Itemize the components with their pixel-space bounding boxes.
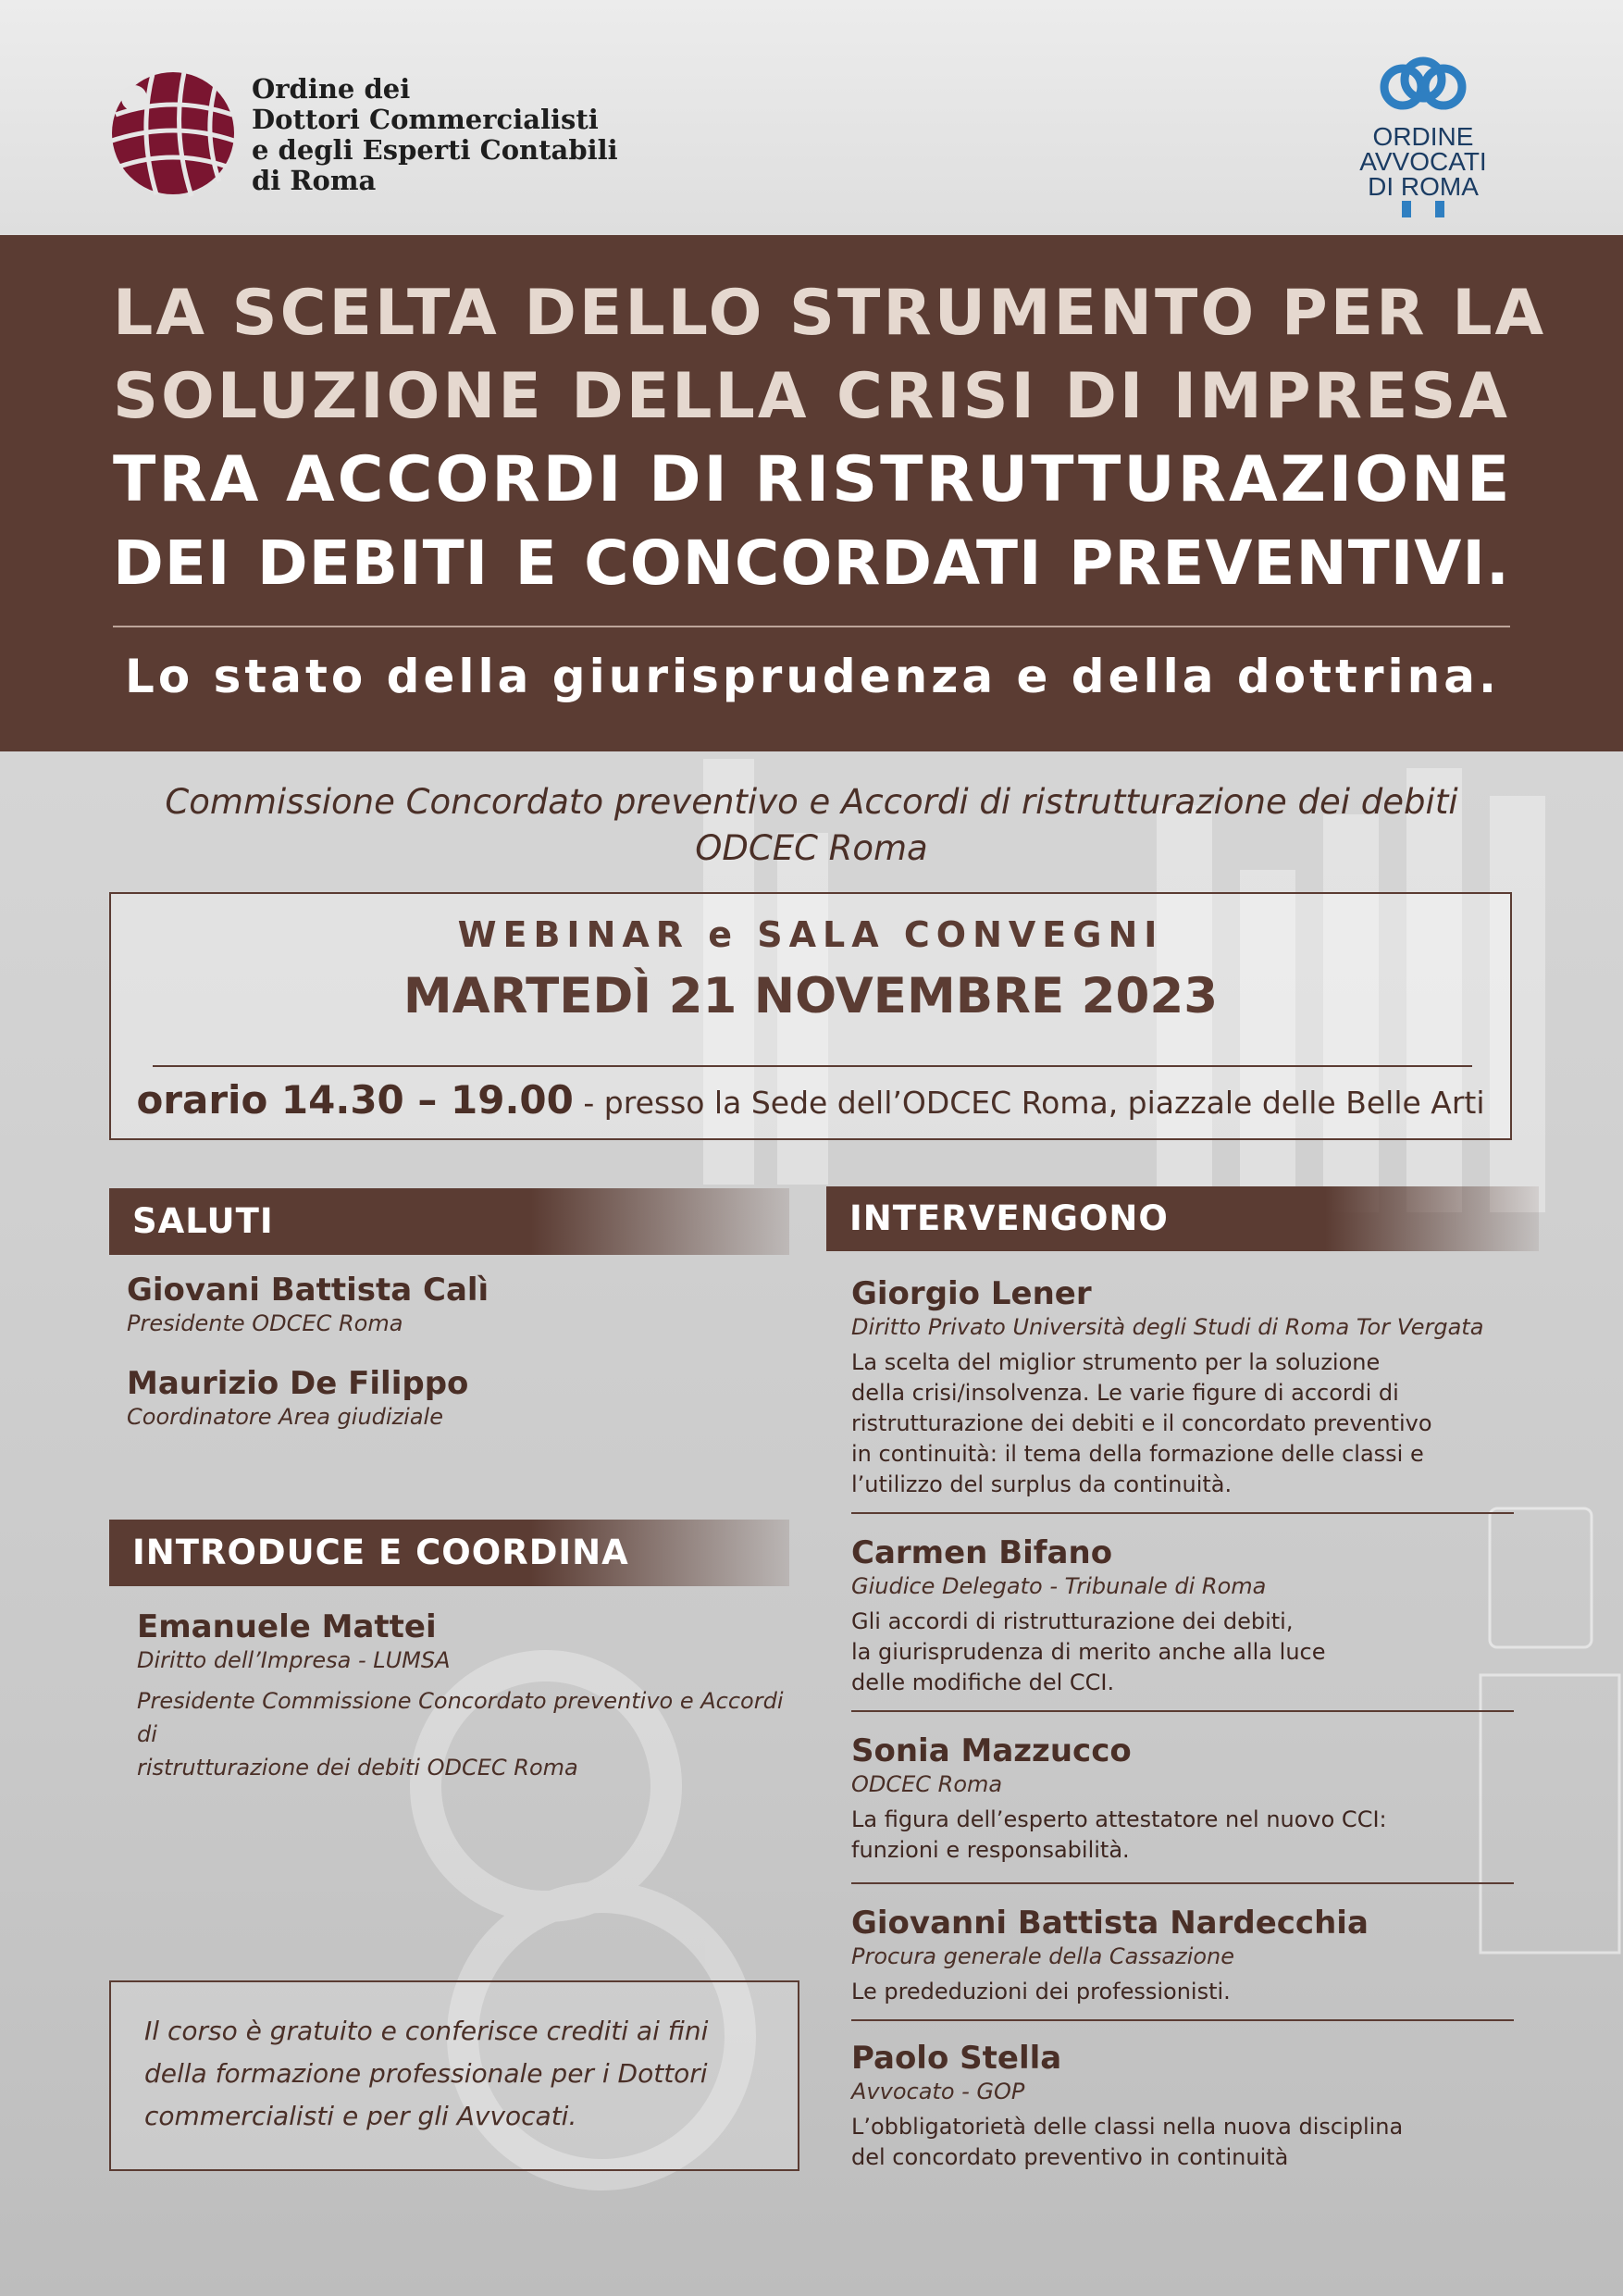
person-role: Diritto dell’Impresa - LUMSA: [137, 1647, 451, 1673]
event-time-place: [111, 1077, 1510, 1123]
topic-line: Gli accordi di ristrutturazione dei debiti,: [851, 1608, 1294, 1634]
topic-line: Le prededuzioni dei professionisti.: [851, 1979, 1231, 2004]
speaker-role: Procura generale della Cassazione: [851, 1943, 1235, 1969]
oar-name-line: ORDINE: [1372, 122, 1474, 151]
person-role: Presidente ODCEC Roma: [127, 1310, 403, 1336]
event-place: - presso la Sede dell’ODCEC Roma, piazzale delle Belle Arti: [573, 1085, 1485, 1121]
speaker-divider: [851, 1512, 1514, 1514]
odcec-globe-logo-icon: [106, 67, 240, 200]
odcec-name-line: e degli Esperti Contabili: [252, 134, 618, 166]
commission-line-1: Commissione Concordato preventivo e Accordi di ristrutturazione dei debiti: [165, 782, 1458, 822]
person-role: Coordinatore Area giudiziale: [127, 1404, 443, 1430]
speaker: [851, 1534, 1518, 1698]
columns-icon: [1391, 199, 1456, 217]
speaker-role: Avvocato - GOP: [851, 2079, 1025, 2104]
saluti-person: [127, 1272, 489, 1338]
title-line-2: SOLUZIONE DELLA CRISI DI IMPRESA: [113, 360, 1510, 433]
odcec-name-line: Ordine dei: [252, 73, 411, 105]
odcec-name-line: di Roma: [252, 165, 377, 196]
speaker-role: Diritto Privato Università degli Studi di Roma Tor Vergata: [851, 1314, 1484, 1340]
odcec-name-line: Dottori Commercialisti: [252, 104, 599, 135]
commission-heading: [93, 779, 1530, 872]
speaker-divider: [851, 1882, 1514, 1884]
speaker-name: Giovanni Battista Nardecchia: [851, 1905, 1369, 1942]
topic-line: in continuità: il tema della formazione delle classi e: [851, 1441, 1424, 1467]
event-divider: [153, 1065, 1472, 1067]
introduce-heading: INTRODUCE E COORDINA: [109, 1520, 789, 1586]
topic-line: La figura dell’esperto attestatore nel nuovo CCI:: [851, 1806, 1387, 1832]
person-role-extra: [137, 1684, 803, 1784]
speaker: [851, 1275, 1518, 1500]
speaker-divider: [851, 2019, 1514, 2021]
topic-line: l’utilizzo del surplus da continuità.: [851, 1471, 1233, 1497]
speaker-role: Giudice Delegato - Tribunale di Roma: [851, 1573, 1267, 1599]
speaker-name: Giorgio Lener: [851, 1275, 1092, 1312]
person-name: Giovani Battista Calì: [127, 1272, 489, 1309]
topic-line: del concordato preventivo in continuità: [851, 2144, 1289, 2170]
event-time: orario 14.30 – 19.00: [136, 1077, 574, 1123]
title-line-3: TRA ACCORDI DI RISTRUTTURAZIONE: [113, 443, 1513, 516]
speaker-topic: [851, 1607, 1518, 1698]
topic-line: la giurisprudenza di merito anche alla luce: [851, 1639, 1326, 1665]
title-divider: [113, 626, 1510, 627]
speaker-topic: [851, 1347, 1518, 1500]
credit-line: Il corso è gratuito e conferisce crediti ai fini: [144, 2016, 709, 2046]
title-line-1: LA SCELTA DELLO STRUMENTO PER LA: [113, 277, 1547, 350]
credit-text: [144, 2010, 764, 2138]
role-line: ristrutturazione dei debiti ODCEC Roma: [137, 1755, 578, 1781]
intervengono-heading: INTERVENGONO: [826, 1186, 1539, 1251]
speaker-topic: [851, 2112, 1518, 2173]
speaker-name: Carmen Bifano: [851, 1534, 1113, 1571]
saluti-heading: SALUTI: [109, 1188, 789, 1255]
speaker: [851, 2040, 1518, 2173]
role-line: Presidente Commissione Concordato preventivo e Accordi di: [137, 1688, 784, 1747]
speaker-topic: [851, 1977, 1518, 2007]
speaker: [851, 1905, 1518, 2007]
oar-name-line: AVVOCATI: [1359, 147, 1487, 176]
subtitle: Lo stato della giurisprudenza e della dottrina.: [125, 650, 1500, 703]
person-name: Maurizio De Filippo: [127, 1365, 469, 1402]
speaker-name: Sonia Mazzucco: [851, 1732, 1132, 1769]
event-date: MARTEDÌ 21 NOVEMBRE 2023: [403, 968, 1219, 1024]
topic-line: ristrutturazione dei debiti e il concordato preventivo: [851, 1410, 1432, 1436]
topic-line: della crisi/insolvenza. Le varie figure di accordi di: [851, 1380, 1399, 1406]
credit-info-box: [109, 1980, 799, 2171]
odcec-name: [252, 74, 618, 196]
topic-line: La scelta del miglior strumento per la soluzione: [851, 1349, 1381, 1375]
person-name: Emanuele Mattei: [137, 1608, 437, 1645]
ordine-avvocati-logo: [1358, 56, 1488, 222]
event-type: WEBINAR e SALA CONVEGNI: [457, 914, 1164, 955]
speaker-divider: [851, 1710, 1514, 1712]
topic-line: L’obbligatorietà delle classi nella nuova disciplina: [851, 2114, 1404, 2140]
speaker-role: ODCEC Roma: [851, 1771, 1003, 1797]
credit-line: della formazione professionale per i Dottori: [144, 2058, 708, 2089]
title-line-4: DEI DEBITI E CONCORDATI PREVENTIVI.: [113, 527, 1510, 599]
speaker-name: Paolo Stella: [851, 2040, 1062, 2077]
topic-line: funzioni e responsabilità.: [851, 1837, 1130, 1863]
topic-line: delle modifiche del CCI.: [851, 1669, 1115, 1695]
commission-line-2: ODCEC Roma: [695, 828, 928, 868]
event-info-box: [109, 892, 1512, 1140]
header: [0, 0, 1623, 235]
credit-line: commercialisti e per gli Avvocati.: [144, 2101, 577, 2131]
saluti-person: [127, 1365, 468, 1432]
speaker: [851, 1732, 1518, 1866]
introduce-person: [137, 1608, 803, 1784]
speaker-topic: [851, 1805, 1518, 1866]
oar-name-line: DI ROMA: [1368, 172, 1479, 201]
knot-emblem-icon: [1377, 56, 1469, 120]
